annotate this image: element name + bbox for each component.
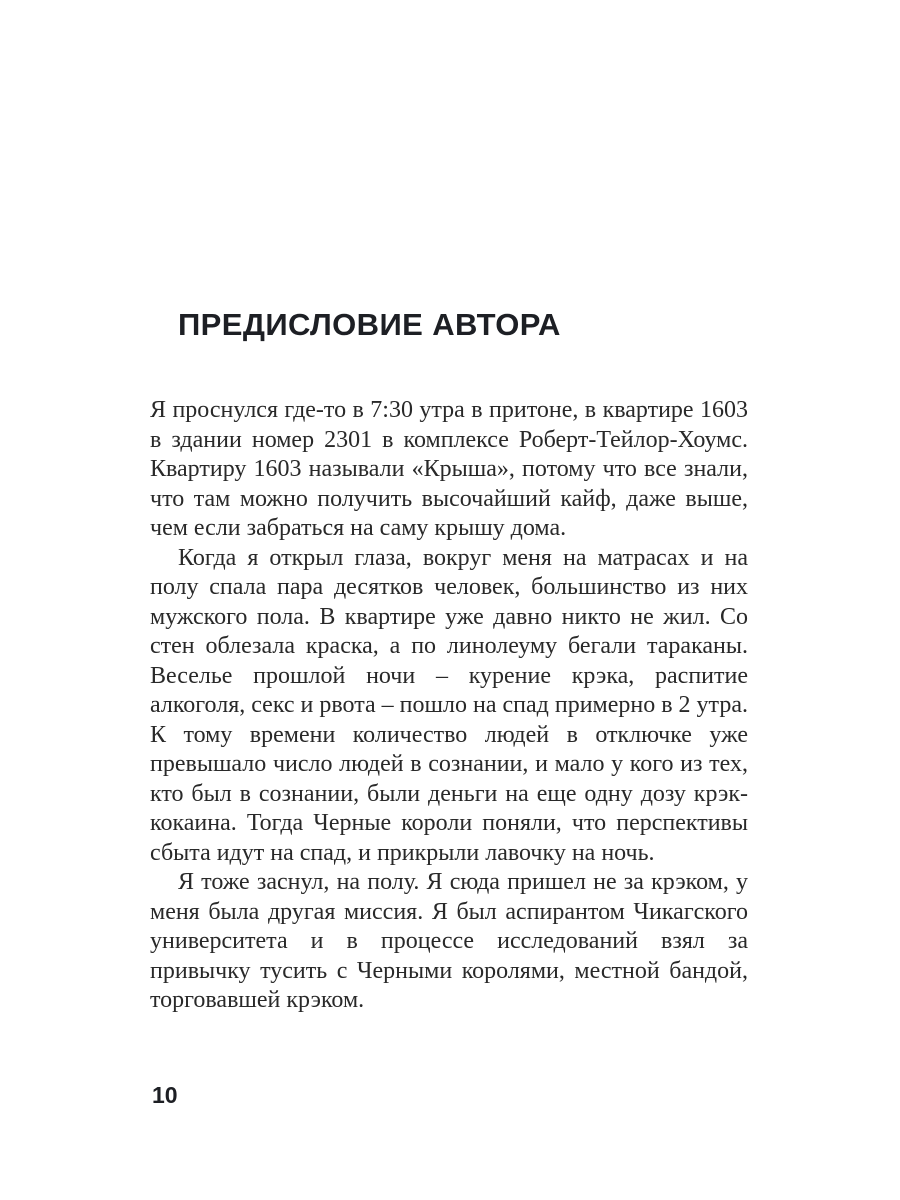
paragraph-1: Я проснулся где-то в 7:30 утра в притоне, в квартире 1603 в здании номер 2301 в комплексе Роберт-Тейлор-Хоумс. Квартиру 1603 называли «Крыша», потому что все знали, что там можно получить высочайший кайф, даже выше, чем если забраться на саму крышу дома. <box>150 397 748 541</box>
chapter-title: ПРЕДИСЛОВИЕ АВТОРА <box>178 307 561 342</box>
paragraph-2: Когда я открыл глаза, вокруг меня на матрасах и на полу спала пара десятков человек, большинство из них мужского пола. В квартире уже давно никто не жил. Со стен облезала краска, а по линолеуму бегали тараканы. Веселье прошлой ночи – курение крэка, распитие алкоголя, секс и рвота – пошло на спад примерно в 2 утра. К тому времени количество людей в отключке уже превышало число людей в сознании, и мало у кого из тех, кто был в сознании, были деньги на еще одну дозу крэк-кокаина. Тогда Черные короли поняли, что перспективы сбыта идут на спад, и прикрыли лавочку на ночь. <box>150 544 748 866</box>
paragraph-3: Я тоже заснул, на полу. Я сюда пришел не за крэком, у меня была другая миссия. Я был аспирантом Чикагского университета и в процессе исследований взял за привычку тусить с Черными королями, местной бандой, торговавшей крэком. <box>150 869 748 1013</box>
body-text <box>150 396 748 1016</box>
page-number: 10 <box>152 1082 178 1108</box>
